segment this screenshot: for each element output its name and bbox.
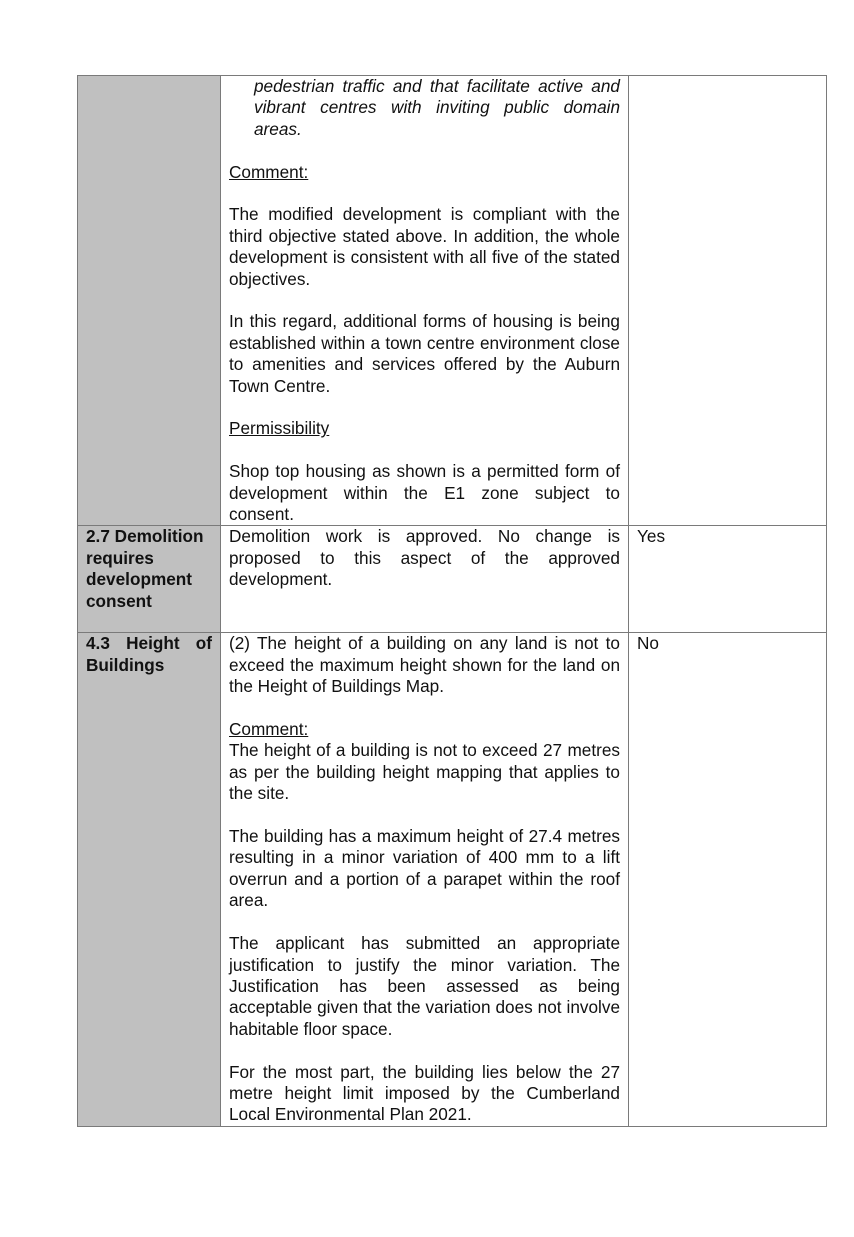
- permissibility-heading: Permissibility: [229, 418, 330, 439]
- table-row: [78, 526, 827, 633]
- table-row: [78, 633, 827, 1126]
- compliance-table: [77, 75, 827, 1127]
- comment-paragraph: The modified development is compliant with the third objective stated above. In addition, the whole development is consistent with all five of the stated objectives.: [229, 204, 620, 289]
- clause-cell: [78, 526, 221, 633]
- objective-quote: pedestrian traffic and that facilitate active and vibrant centres with inviting public domain areas.: [254, 76, 620, 139]
- comment-paragraph: For the most part, the building lies below the 27 metre height limit imposed by the Cumberland Local Environmental Plan 2021.: [229, 1061, 620, 1125]
- clause-label: 4.3 Height of Buildings: [86, 633, 212, 675]
- assessment-paragraph: Demolition work is approved. No change is proposed to this aspect of the approved development.: [229, 526, 620, 590]
- clause-cell: [78, 633, 221, 1126]
- comment-paragraph: In this regard, additional forms of housing is being established within a town centre environment close to amenities and services offered by the Auburn Town Centre.: [229, 311, 620, 396]
- assessment-cell: [221, 633, 629, 1126]
- comment-heading: Comment:: [229, 161, 309, 182]
- clause-label: 2.7 Demolition requires development consent: [86, 526, 204, 611]
- compliance-value: Yes: [637, 526, 666, 547]
- standard-paragraph: (2) The height of a building on any land is not to exceed the maximum height shown for the land on the Height of Buildings Map.: [229, 633, 620, 697]
- table-row: [78, 76, 827, 526]
- comment-heading: Comment:: [229, 719, 309, 740]
- compliance-value: No: [637, 633, 659, 654]
- compliance-cell: [629, 76, 827, 526]
- assessment-cell: [221, 526, 629, 633]
- clause-cell: [78, 76, 221, 526]
- permissibility-paragraph: Shop top housing as shown is a permitted form of development within the E1 zone subject to consent.: [229, 461, 620, 525]
- compliance-cell: [629, 633, 827, 1126]
- comment-paragraph: The building has a maximum height of 27.4 metres resulting in a minor variation of 400 mm to a lift overrun and a portion of a parapet within the roof area.: [229, 826, 620, 911]
- compliance-cell: [629, 526, 827, 633]
- comment-paragraph: The height of a building is not to exceed 27 metres as per the building height mapping that applies to the site.: [229, 740, 620, 804]
- comment-paragraph: The applicant has submitted an appropriate justification to justify the minor variation. The Justification has been assessed as being acceptable given that the variation does not involve habitable floor space.: [229, 933, 620, 1039]
- assessment-cell: [221, 76, 629, 526]
